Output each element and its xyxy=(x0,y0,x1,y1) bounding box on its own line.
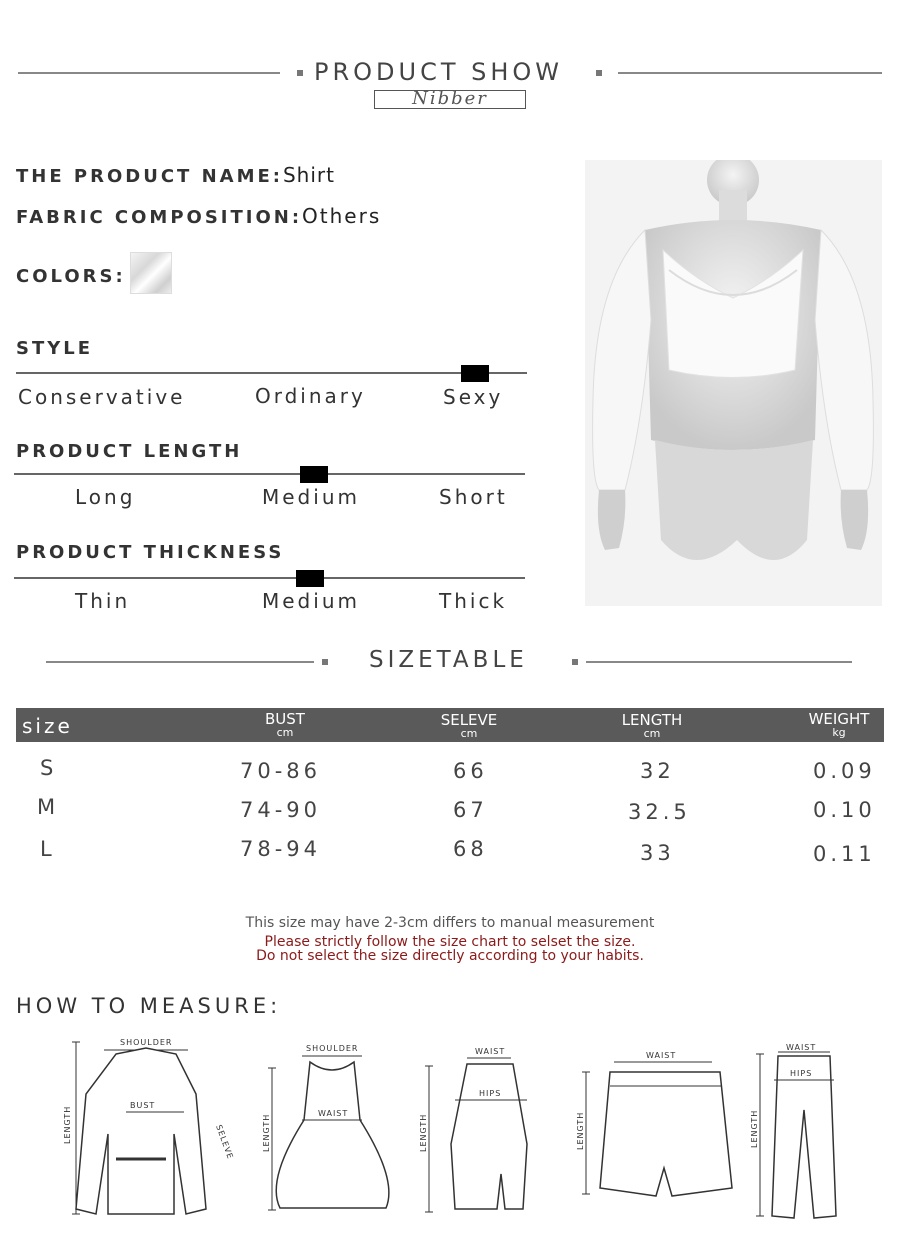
product-name-row xyxy=(16,163,335,187)
skirt-length-label: LENGTH xyxy=(419,1113,428,1152)
style-option-sexy: Sexy xyxy=(443,385,504,409)
header-bullet-right xyxy=(596,70,602,76)
style-option-ordinary: Ordinary xyxy=(255,384,366,408)
how-to-measure-title: HOW TO MEASURE: xyxy=(16,994,282,1018)
cell-length: 33 xyxy=(640,841,675,865)
header-bullet-left xyxy=(297,70,303,76)
col-length-name: LENGTH xyxy=(621,711,683,729)
colors-label: COLORS: xyxy=(16,266,126,287)
col-bust-name: BUST xyxy=(265,710,305,728)
thickness-label: PRODUCT THICKNESS xyxy=(16,542,285,563)
col-size: size xyxy=(22,714,73,738)
cell-seleve: 68 xyxy=(453,837,488,861)
jacket-bust-label: BUST xyxy=(130,1101,156,1110)
skirt-diagram xyxy=(415,1044,545,1219)
thickness-option-thin: Thin xyxy=(75,589,131,613)
mannequin-illustration xyxy=(585,160,882,606)
dress-shoulder-label: SHOULDER xyxy=(306,1044,359,1053)
length-label: PRODUCT LENGTH xyxy=(16,441,243,462)
col-weight-name: WEIGHT xyxy=(808,710,870,728)
jacket-shoulder-label: SHOULDER xyxy=(120,1038,173,1047)
brand-name: Nibber xyxy=(412,88,488,109)
length-option-short: Short xyxy=(439,485,508,509)
shorts-length-label: LENGTH xyxy=(576,1111,585,1150)
col-seleve-unit: cm xyxy=(460,727,478,740)
dress-diagram xyxy=(258,1040,398,1220)
pants-length-label: LENGTH xyxy=(750,1109,759,1148)
pants-diagram xyxy=(748,1040,858,1224)
style-marker xyxy=(461,365,489,382)
length-marker xyxy=(300,466,328,483)
sizetable-rule-right xyxy=(586,661,852,663)
style-track xyxy=(16,372,527,374)
cell-bust: 74-90 xyxy=(240,798,322,822)
jacket-diagram xyxy=(56,1034,236,1224)
shorts-diagram xyxy=(572,1048,742,1203)
jacket-seleve-label: SELEVE xyxy=(214,1123,235,1161)
color-swatch[interactable] xyxy=(130,252,172,294)
col-bust-unit: cm xyxy=(276,726,294,739)
sizetable-rule-left xyxy=(46,661,314,663)
note-measurement: This size may have 2-3cm differs to manual measurement xyxy=(245,915,655,931)
cell-weight: 0.11 xyxy=(813,842,876,866)
col-seleve xyxy=(424,713,514,741)
note-habits: Do not select the size directly according to your habits. xyxy=(256,948,644,964)
cell-bust: 78-94 xyxy=(240,837,322,861)
col-length-unit: cm xyxy=(643,727,661,740)
length-track xyxy=(14,473,525,475)
header-rule-right xyxy=(618,72,882,74)
length-option-long: Long xyxy=(75,485,136,509)
cell-seleve: 67 xyxy=(453,798,488,822)
jacket-length-label: LENGTH xyxy=(63,1105,72,1144)
cell-length: 32.5 xyxy=(628,800,691,824)
dress-length-label: LENGTH xyxy=(262,1113,271,1152)
thickness-option-medium: Medium xyxy=(262,589,360,613)
thickness-marker xyxy=(296,570,324,587)
product-name-label: THE PRODUCT NAME: xyxy=(16,166,283,187)
shorts-waist-label: WAIST xyxy=(646,1051,677,1060)
cell-seleve: 66 xyxy=(453,759,488,783)
pants-hips-label: HIPS xyxy=(790,1069,813,1078)
fabric-value: Others xyxy=(302,204,382,228)
cell-size: L xyxy=(40,837,56,861)
cell-size: M xyxy=(37,795,60,819)
skirt-waist-label: WAIST xyxy=(475,1047,506,1056)
length-option-medium: Medium xyxy=(262,485,360,509)
product-photo xyxy=(585,160,882,606)
pants-waist-label: WAIST xyxy=(786,1043,817,1052)
style-label: STYLE xyxy=(16,338,94,359)
col-weight-unit: kg xyxy=(832,726,846,739)
page-title: PRODUCT SHOW xyxy=(314,58,564,86)
product-name-value: Shirt xyxy=(282,163,335,187)
fabric-row xyxy=(16,204,381,228)
sizetable-bullet-left xyxy=(322,659,328,665)
col-bust xyxy=(240,712,330,740)
col-seleve-name: SELEVE xyxy=(440,711,498,729)
cell-length: 32 xyxy=(640,759,675,783)
note-follow-chart: Please strictly follow the size chart to selset the size. xyxy=(264,934,636,950)
dress-waist-label: WAIST xyxy=(318,1109,349,1118)
fabric-label: FABRIC COMPOSITION: xyxy=(16,207,303,228)
sizetable-title: SIZETABLE xyxy=(369,647,528,673)
thickness-option-thick: Thick xyxy=(439,589,508,613)
sizetable-bullet-right xyxy=(572,659,578,665)
cell-size: S xyxy=(40,756,58,780)
cell-bust: 70-86 xyxy=(240,759,322,783)
col-weight xyxy=(794,712,884,740)
cell-weight: 0.09 xyxy=(813,759,876,783)
style-option-conservative: Conservative xyxy=(18,385,186,409)
skirt-hips-label: HIPS xyxy=(479,1089,502,1098)
col-length xyxy=(607,713,697,741)
thickness-track xyxy=(14,577,525,579)
cell-weight: 0.10 xyxy=(813,798,876,822)
header-rule-left xyxy=(18,72,280,74)
